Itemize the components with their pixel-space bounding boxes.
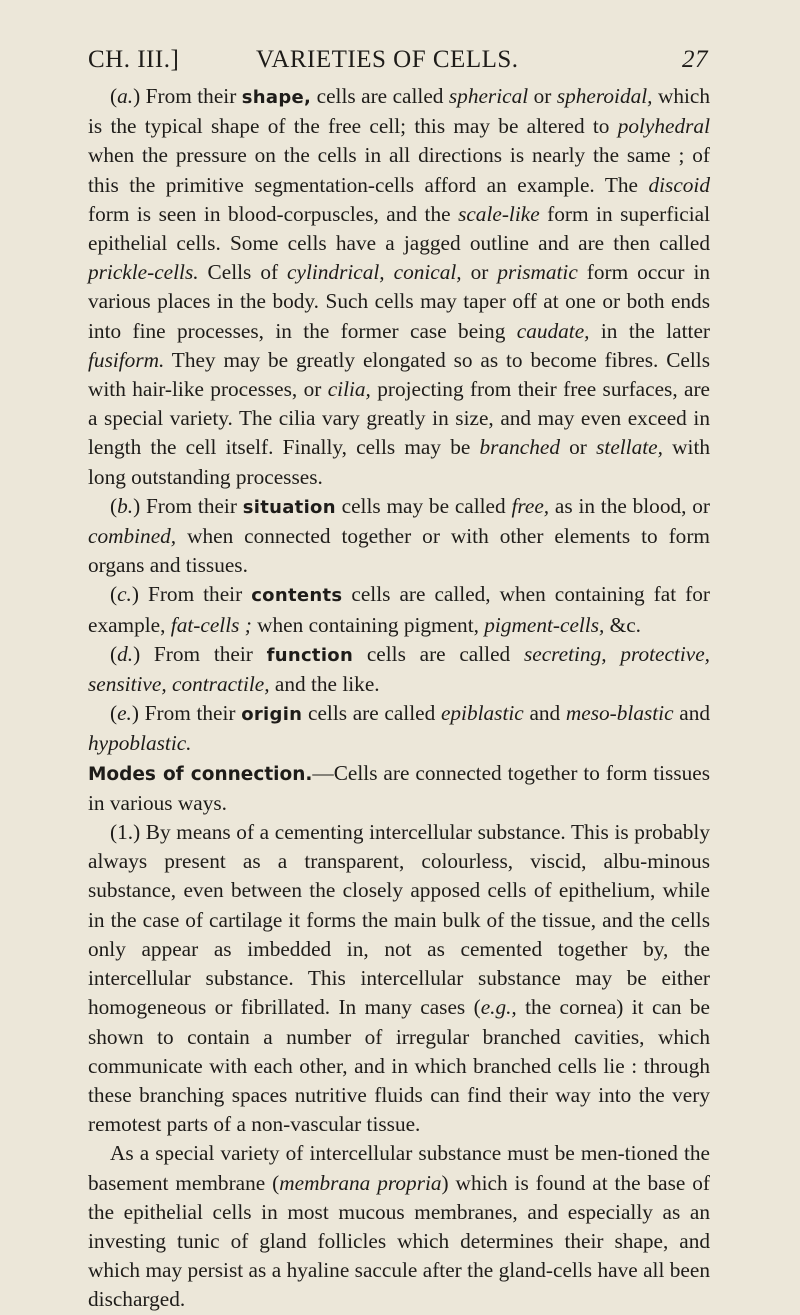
italic-term: a. [117, 84, 134, 108]
text-run: the cornea) it can be shown to contain a number of irregular branched cavities, which communicate with each other, and in which branched cells lie : through these branching spaces nutritive fluids can find their way into the very remotest parts of a non-vascular tissue. [88, 995, 711, 1137]
text-run: and the like. [269, 672, 380, 697]
text-run: (1.) By means of a cementing intercellular substance. This is probably always present as a transparent, colourless, viscid, albu-minous substance, even between the closely apposed cells of epithelium, while in the case of cartilage it forms the main bulk of the tissue, and the cells only appear as imbedded in, not as cemented together by, the intercellular substance. This intercellular substance may be either homogeneous or fibrillated. In many cases ( [88, 820, 710, 1020]
text-run: or [559, 435, 597, 460]
text-run: which is the typical shape of the free cell; this may be altered to [88, 84, 710, 139]
text-run: form occur in various places in the body. Such cells may taper off at one or both ends into fine processes, in the former case being [88, 260, 711, 343]
italic-term: contractile, [172, 672, 270, 697]
text-run: ( [110, 641, 118, 666]
text-run: in the latter [589, 318, 710, 343]
text-run: as in the blood, or [549, 493, 710, 518]
italic-term: fusiform. [88, 347, 165, 372]
text-run: when containing pigment, [251, 612, 485, 637]
text-run: ) From their [133, 493, 243, 518]
italic-term: scale-like [458, 201, 540, 226]
body-text [88, 82, 710, 1315]
italic-term: stellate, [596, 435, 663, 460]
text-run: and [673, 701, 710, 726]
italic-term: prismatic [497, 260, 578, 285]
italic-term: pigment-cells, [484, 612, 605, 637]
italic-term: spheroidal, [556, 84, 653, 108]
keyword: origin [241, 704, 303, 726]
text-run: and [523, 701, 566, 726]
running-title: VARIETIES OF CELLS. [256, 46, 519, 73]
text-run: ( [110, 582, 118, 607]
paragraph [88, 1139, 710, 1314]
paragraph [88, 818, 710, 1139]
text-run: Cells of [198, 260, 288, 285]
text-run [385, 260, 394, 284]
text-run: cells are called [353, 641, 524, 666]
text-run: They may be greatly elongated so as to become fibres. Cells with hair-like processes, or [88, 347, 710, 402]
italic-term: c. [117, 582, 132, 607]
page-number: 27 [682, 46, 708, 73]
italic-term: meso-blastic [565, 701, 674, 726]
text-run: ( [110, 84, 118, 108]
text-run: cells may be called [335, 493, 512, 518]
italic-term: free, [511, 493, 550, 518]
text-run: &c. [604, 612, 642, 637]
text-run: when connected together or with other elements to form organs and tissues. [88, 524, 710, 578]
italic-term: spherical [448, 84, 529, 108]
italic-term: combined, [88, 524, 177, 549]
text-run: ) From their [133, 641, 267, 666]
italic-term: hypoblastic. [88, 731, 192, 756]
text-run: cells are called [311, 84, 449, 108]
italic-term: fat-cells ; [170, 612, 252, 637]
keyword: situation [242, 496, 336, 518]
running-header [88, 46, 708, 78]
text-run: cells are called [302, 701, 441, 726]
paragraph [88, 580, 710, 639]
text-run: or [461, 260, 498, 285]
text-run [607, 642, 621, 666]
paragraph [88, 492, 710, 581]
text-run: cells are called, when containing fat for example, [88, 582, 710, 637]
text-run: ( [110, 493, 118, 518]
section-paragraph [88, 759, 710, 818]
italic-term: secreting, [523, 641, 607, 666]
keyword: function [266, 644, 354, 666]
text-run: ) From their [133, 84, 242, 108]
paragraph [88, 640, 710, 699]
chapter-label: CH. III.] [88, 46, 180, 73]
text-run: —Cells are connected together to form tissues in various ways. [88, 760, 710, 815]
paragraph [88, 82, 710, 492]
text-run: projecting from their free surfaces, are a special variety. The cilia vary greatly in size, and may even exceed in length the cell itself. Finally, cells may be [88, 377, 711, 460]
italic-term: protective, [620, 641, 710, 666]
paragraph [88, 699, 710, 758]
text-run: when the pressure on the cells in all directions is nearly the same ; of this the primitive segmentation-cells afford an example. The [88, 143, 710, 197]
text-run: ) From their [131, 582, 252, 607]
italic-term: e.g., [480, 995, 517, 1020]
text-run: form is seen in blood-corpuscles, and the [88, 201, 459, 226]
text-run: ) From their [131, 701, 242, 726]
italic-term: membrana propria [279, 1170, 442, 1195]
text-run: ) which is found at the base of the epithelial cells in most mucous membranes, and especially as an investing tunic of gland follicles which determines their shape, and which may persist as a hyaline saccule after the gland-cells have all been discharged. [88, 1170, 710, 1312]
italic-term: caudate, [516, 318, 590, 343]
italic-term: e. [117, 701, 132, 726]
text-run: or [528, 84, 557, 108]
keyword: contents [251, 585, 343, 607]
italic-term: conical, [393, 260, 462, 285]
italic-term: polyhedral [617, 114, 710, 139]
text-run: form in superficial epithelial cells. Some cells have a jagged outline and are then called [88, 201, 710, 256]
section-heading: Modes of connection. [88, 763, 313, 785]
keyword: shape, [241, 87, 312, 108]
italic-term: branched [479, 435, 560, 460]
italic-term: sensitive, [88, 672, 167, 697]
italic-term: cilia, [327, 377, 371, 402]
italic-term: epiblastic [440, 701, 524, 726]
italic-term: d. [117, 641, 134, 666]
italic-term: discoid [648, 172, 710, 197]
italic-term: prickle-cells. [88, 260, 199, 285]
text-run: ( [110, 701, 118, 726]
text-run: As a special variety of intercellular substance must be men-tioned the basement membrane ( [88, 1141, 710, 1195]
italic-term: cylindrical, [287, 260, 385, 285]
text-run: with long outstanding processes. [88, 435, 711, 489]
italic-term: b. [117, 493, 134, 518]
